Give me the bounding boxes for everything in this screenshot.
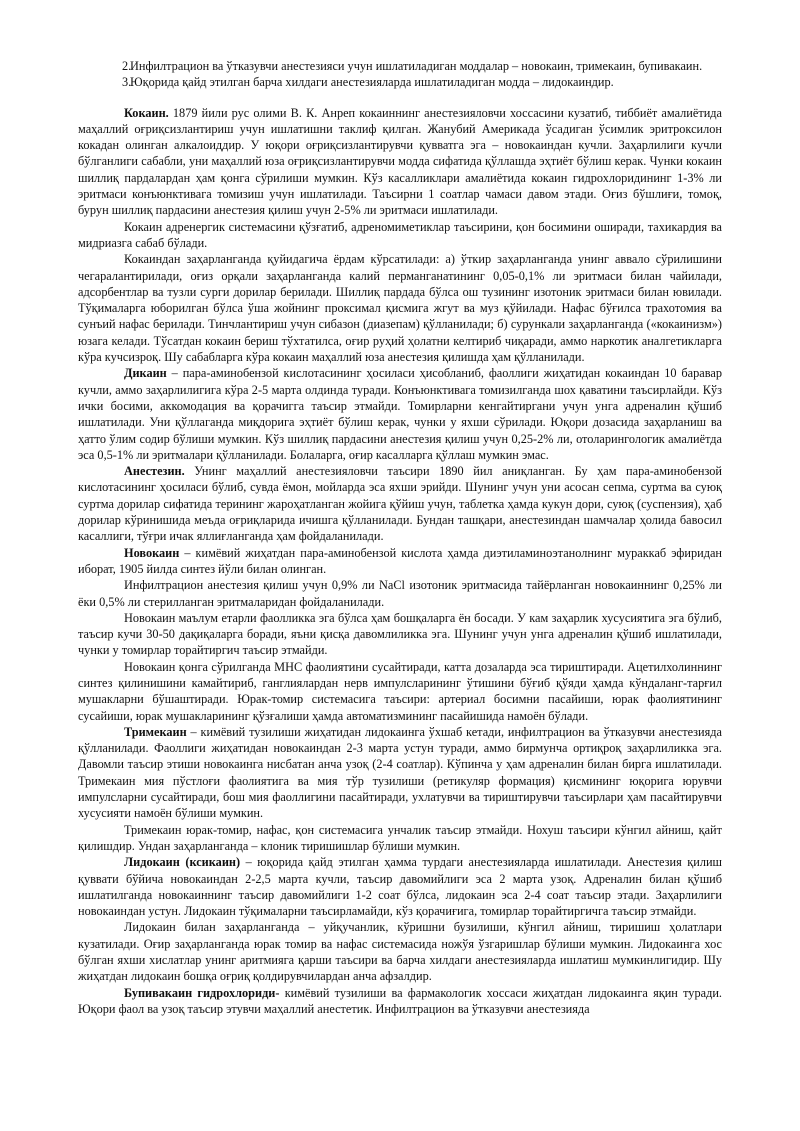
numbered-list bbox=[78, 58, 722, 91]
paragraph bbox=[78, 463, 722, 544]
paragraph-term: Новокаин bbox=[124, 545, 180, 560]
document-body bbox=[78, 105, 722, 1018]
paragraph-term: Дикаин bbox=[124, 366, 167, 381]
list-item-text: Инфилтрацион ва ўтказувчи анестезияси учун ишлатиладиган моддалар – новокаин, тримекаин, бупивакаин. bbox=[130, 59, 703, 73]
paragraph bbox=[78, 545, 722, 578]
paragraph bbox=[78, 659, 722, 724]
paragraph-text: Кокаин адренергик системасини қўзғатиб, адреномиметиклар таъсирини, қон босимини оширади, тахикардия ва мидриазга сабаб бўлади. bbox=[78, 219, 722, 250]
paragraph-text: – кимёвий тузилиши жиҳатидан лидокаинга ўхшаб кетади, инфилтрацион ва ўтказувчи анестезияда қўлланилади. Фаоллиги жиҳатидан новокаиндан 2-3 марта устун туради, аммо бирмунча ортиқроқ заҳарлиликка эга. Давомли таъсир этиши новокаинга нисбатан анча узоқ (2-4 соатлар). Кўпинча у ҳам адреналин билан бирга ишлатилади. Тримекаин мия пўстлоғи фаолиятига ва мия тўр тузилиши (ретикуляр формация) қисмининг юқорига юрувчи импулсларни сусайтиради, бош мия фаоллигини пасайтиради, ухлатувчи ва тириштирувчи таъсирлари ҳам пасайтирувчи хусусияти намоён бўлиши мумкин. bbox=[78, 724, 722, 821]
list-item-number: 2. bbox=[122, 59, 132, 73]
paragraph bbox=[78, 822, 722, 855]
paragraph-text: Кокаиндан заҳарланганда қуйидагича ёрдам кўрсатилади: а) ўткир заҳарланганда унинг аввало сўрилишини чегаралантирилади, оғиз орқали заҳарланганда калий перманганатининг 0,05-0,1% ли эритмаси билан чайилади, адсорбентлар ва тузли сурги дорилар берилади. Шиллиқ пардада бўлса ош тузининг изотоник эритмаси билан ювилади. Тўқималарга юборилган бўлса ўша жойнинг проксимал қисмига жгут ва муз қўйилади. Нафас бўғилса трахотомия ва сунъий нафас берилади. Тинчлантириш учун сибазон (диазепам) қўлланилади; б) сурункали заҳарланганда («кокаинизм») юзага келади. Тўсатдан кокаин бериш тўхтатилса, оғир руҳий ҳолатни келтириб чиқаради, аммо наркотик аналгетикларга кўра кучсизроқ. Шу сабабларга кўра кокаин маҳаллий юза анестезия қилишда ҳам қўлланилади. bbox=[78, 252, 722, 365]
paragraph-text: – пара-аминобензой кислотасининг ҳосиласи ҳисобланиб, фаоллиги жиҳатидан кокаиндан 10 баравар кучли, аммо заҳарлилигига кўра 2-5 марта олдинда туради. Конъюнктивага томизилганда шох қаватини таъсирлайди. Кўз ички босими, аккомодация ва қорачигга таъсир этмайди. Томирларни кенгайтиргани учун унга адреналин қўшиб ишлатилади. Уни қўллаганда миқдорига эҳтиёт бўлиш керак, чунки у яхши сўрилади. Юқори дозасида заҳарланиш ва ҳатто ўлим содир бўлиши мумкин. Кўз шиллиқ пардасини анестезия қилиш учун 0,25-2% ли, отоларингологик амалиётда эса 0,5-1% ли эритмалари қўлланилади. Болаларга, оғир касалларга қўллаш мумкин эмас. bbox=[78, 366, 722, 462]
paragraph bbox=[78, 610, 722, 659]
paragraph-text: – кимёвий жиҳатдан пара-аминобензой кислота ҳамда диэтиламиноэтанолнинг мураккаб эфиридан иборат, 1905 йилда синтез йўли билан олинган. bbox=[78, 545, 722, 576]
paragraph bbox=[78, 365, 722, 463]
paragraph bbox=[78, 105, 722, 219]
list-item-text: Юқорида қайд этилган барча хилдаги анестезияларда ишлатиладиган модда – лидокаиндир. bbox=[130, 75, 614, 90]
paragraph-term: Анестезин. bbox=[124, 464, 185, 479]
paragraph-term: Лидокаин (ксикаин) bbox=[124, 855, 241, 870]
paragraph bbox=[78, 724, 722, 822]
paragraph-term: Кокаин. bbox=[124, 105, 169, 120]
paragraph-term: Бупивакаин гидрохлориди- bbox=[124, 985, 280, 1000]
paragraph-text: 1879 йили рус олими В. К. Анреп кокаиннинг анестезияловчи хоссасини кузатиб, тиббиёт амалиётида маҳаллий оғриқсизлантириш учун ишлатишни таклиф қилган. Жанубий Америкада ўсадиган ўсимлик эритроксилон кокадан олинган алкалоиддир. У юқори оғриқсизлантирувчи қувватга эга – новокаиндан кучли. Заҳарлилиги кучли бўлганлиги сабабли, уни маҳаллий юза оғриқсизлантирувчи модда сифатида қўллашда эҳтиёт бўлиш керак. Чунки кокаин шиллиқ пардалардан ҳам қонга сўрилиши мумкин. Кўз касалликлари амалиётида кокаин гидрохлоридининг 1-3% ли эритмаси конъюнктивага томизиш учун ишлатилади. Таъсирни 1 соатлар чамаси давом этади. Оғиз бўшлиғи, томоқ, бурун шиллиқ пардасини анестезия қилиш учун 2-5% ли эритмаси ишлатилади. bbox=[78, 105, 722, 218]
paragraph-text: Унинг маҳаллий анестезияловчи таъсири 1890 йил аниқланган. Бу ҳам пара-аминобензой кислотасининг ҳосиласи бўлиб, сувда ёмон, мойларда эса яхши эрийди. Шунинг учун уни асосан сепма, суртма ва суюқ суртма дорилар сифатида терининг жароҳатланган жойига қўйиш учун, таблетка ҳамда кукун дори, суюқ (суспензия), ҳаб дорилар кўринишида меъда оғриқларида ичишга қўлланилади. Бундан ташқари, анестезиндан шамчалар ҳолида бавосил касаллиги, тўғри ичак яллиғланганда ҳам фойдаланилади. bbox=[78, 464, 722, 544]
paragraph-text: Новокаин қонга сўрилганда МНС фаолиятини сусайтиради, катта дозаларда эса тириштиради. Ацетилхолиннинг синтез қилинишини камайтириб, ганглиялардан нерв импулсларининг ўтишини бўғиб қўяди ҳамда кўндаланг-тарғил мушакларни бўшаштиради. Юрак-томир системасига таъсири: артериал босимни пасайиши, юрак фаолиятининг сусайиши, юрак мушакларининг қўзғалиши ҳамда автоматизмининг пасайишида намоён бўлади. bbox=[78, 659, 722, 723]
paragraph bbox=[78, 251, 722, 365]
paragraph bbox=[78, 919, 722, 984]
list-item-number: 3. bbox=[122, 75, 132, 90]
paragraph-text: – юқорида қайд этилган ҳамма турдаги анестезияларда ишлатилади. Анестезия қилиш қуввати бўйича новокаиндан 2-2,5 марта кучли, таъсир давомийлиги эса 2 марта узоқ. Адреналин билан қўшиб ишлатилганда новокаиннинг таъсир давомийлиги 1-2 соат бўлса, лидокаин эса 2-4 соат таъсир этади. Заҳарлилиги новокаиндан устун. Лидокаин тўқималарни таъсирламайди, кўз қорачиғига, томирлар торайтиргичга таъсир этмайди. bbox=[78, 855, 723, 919]
paragraph-text: Тримекаин юрак-томир, нафас, қон системасига унчалик таъсир этмайди. Нохуш таъсири кўнгил айниш, қайт қилишдир. Ундан заҳарланганда – клоник тиришишлар бўлиши мумкин. bbox=[78, 822, 722, 853]
paragraph-text: Инфилтрацион анестезия қилиш учун 0,9% ли NaCl изотоник эритмасида тайёрланган новокаиннинг 0,25% ли ёки 0,5% ли стерилланган эритмаларидан фойдаланилади. bbox=[78, 578, 722, 609]
paragraph-text: кимёвий тузилиши ва фармакологик хоссаси жиҳатдан лидокаинга яқин туради. Юқори фаол ва узоқ таъсир этувчи маҳаллий анестетик. Инфилтрацион ва ўтказувчи анестезияда bbox=[78, 985, 722, 1016]
paragraph bbox=[78, 219, 722, 252]
paragraph bbox=[78, 985, 722, 1018]
list-item bbox=[78, 74, 722, 90]
list-item bbox=[78, 58, 722, 74]
paragraph-term: Тримекаин bbox=[124, 724, 187, 739]
paragraph bbox=[78, 854, 722, 919]
paragraph-text: Лидокаин билан заҳарланганда – уйқучанлик, кўришни бузилиши, кўнгил айниш, тиришиш ҳолатлари кузатилади. Оғир заҳарланганда юрак томир ва нафас системасида ножўя ўзгаришлар бўлиши мумкин. Лидокаинга хос бўлган яхши хислатлар унинг аритмияга қарши таъсири ва барча хилдаги анестезияларда ишлатиш мумкинлигидир. Шу жиҳатдан лидокаин бошқа оғриқ қолдирувчилардан анча афзалдир. bbox=[78, 920, 722, 984]
paragraph-text: Новокаин маълум етарли фаолликка эга бўлса ҳам бошқаларга ён босади. У кам заҳарлик хусусиятига эга бўлиб, таъсир кучи 30-50 дақиқаларга боради, яъни қисқа давомлиликка эга. Шунинг учун унга адреналин қўшиб ишлатилади, чунки у томирлар торайтиргич таъсир этмайди. bbox=[78, 610, 722, 658]
paragraph bbox=[78, 577, 722, 610]
